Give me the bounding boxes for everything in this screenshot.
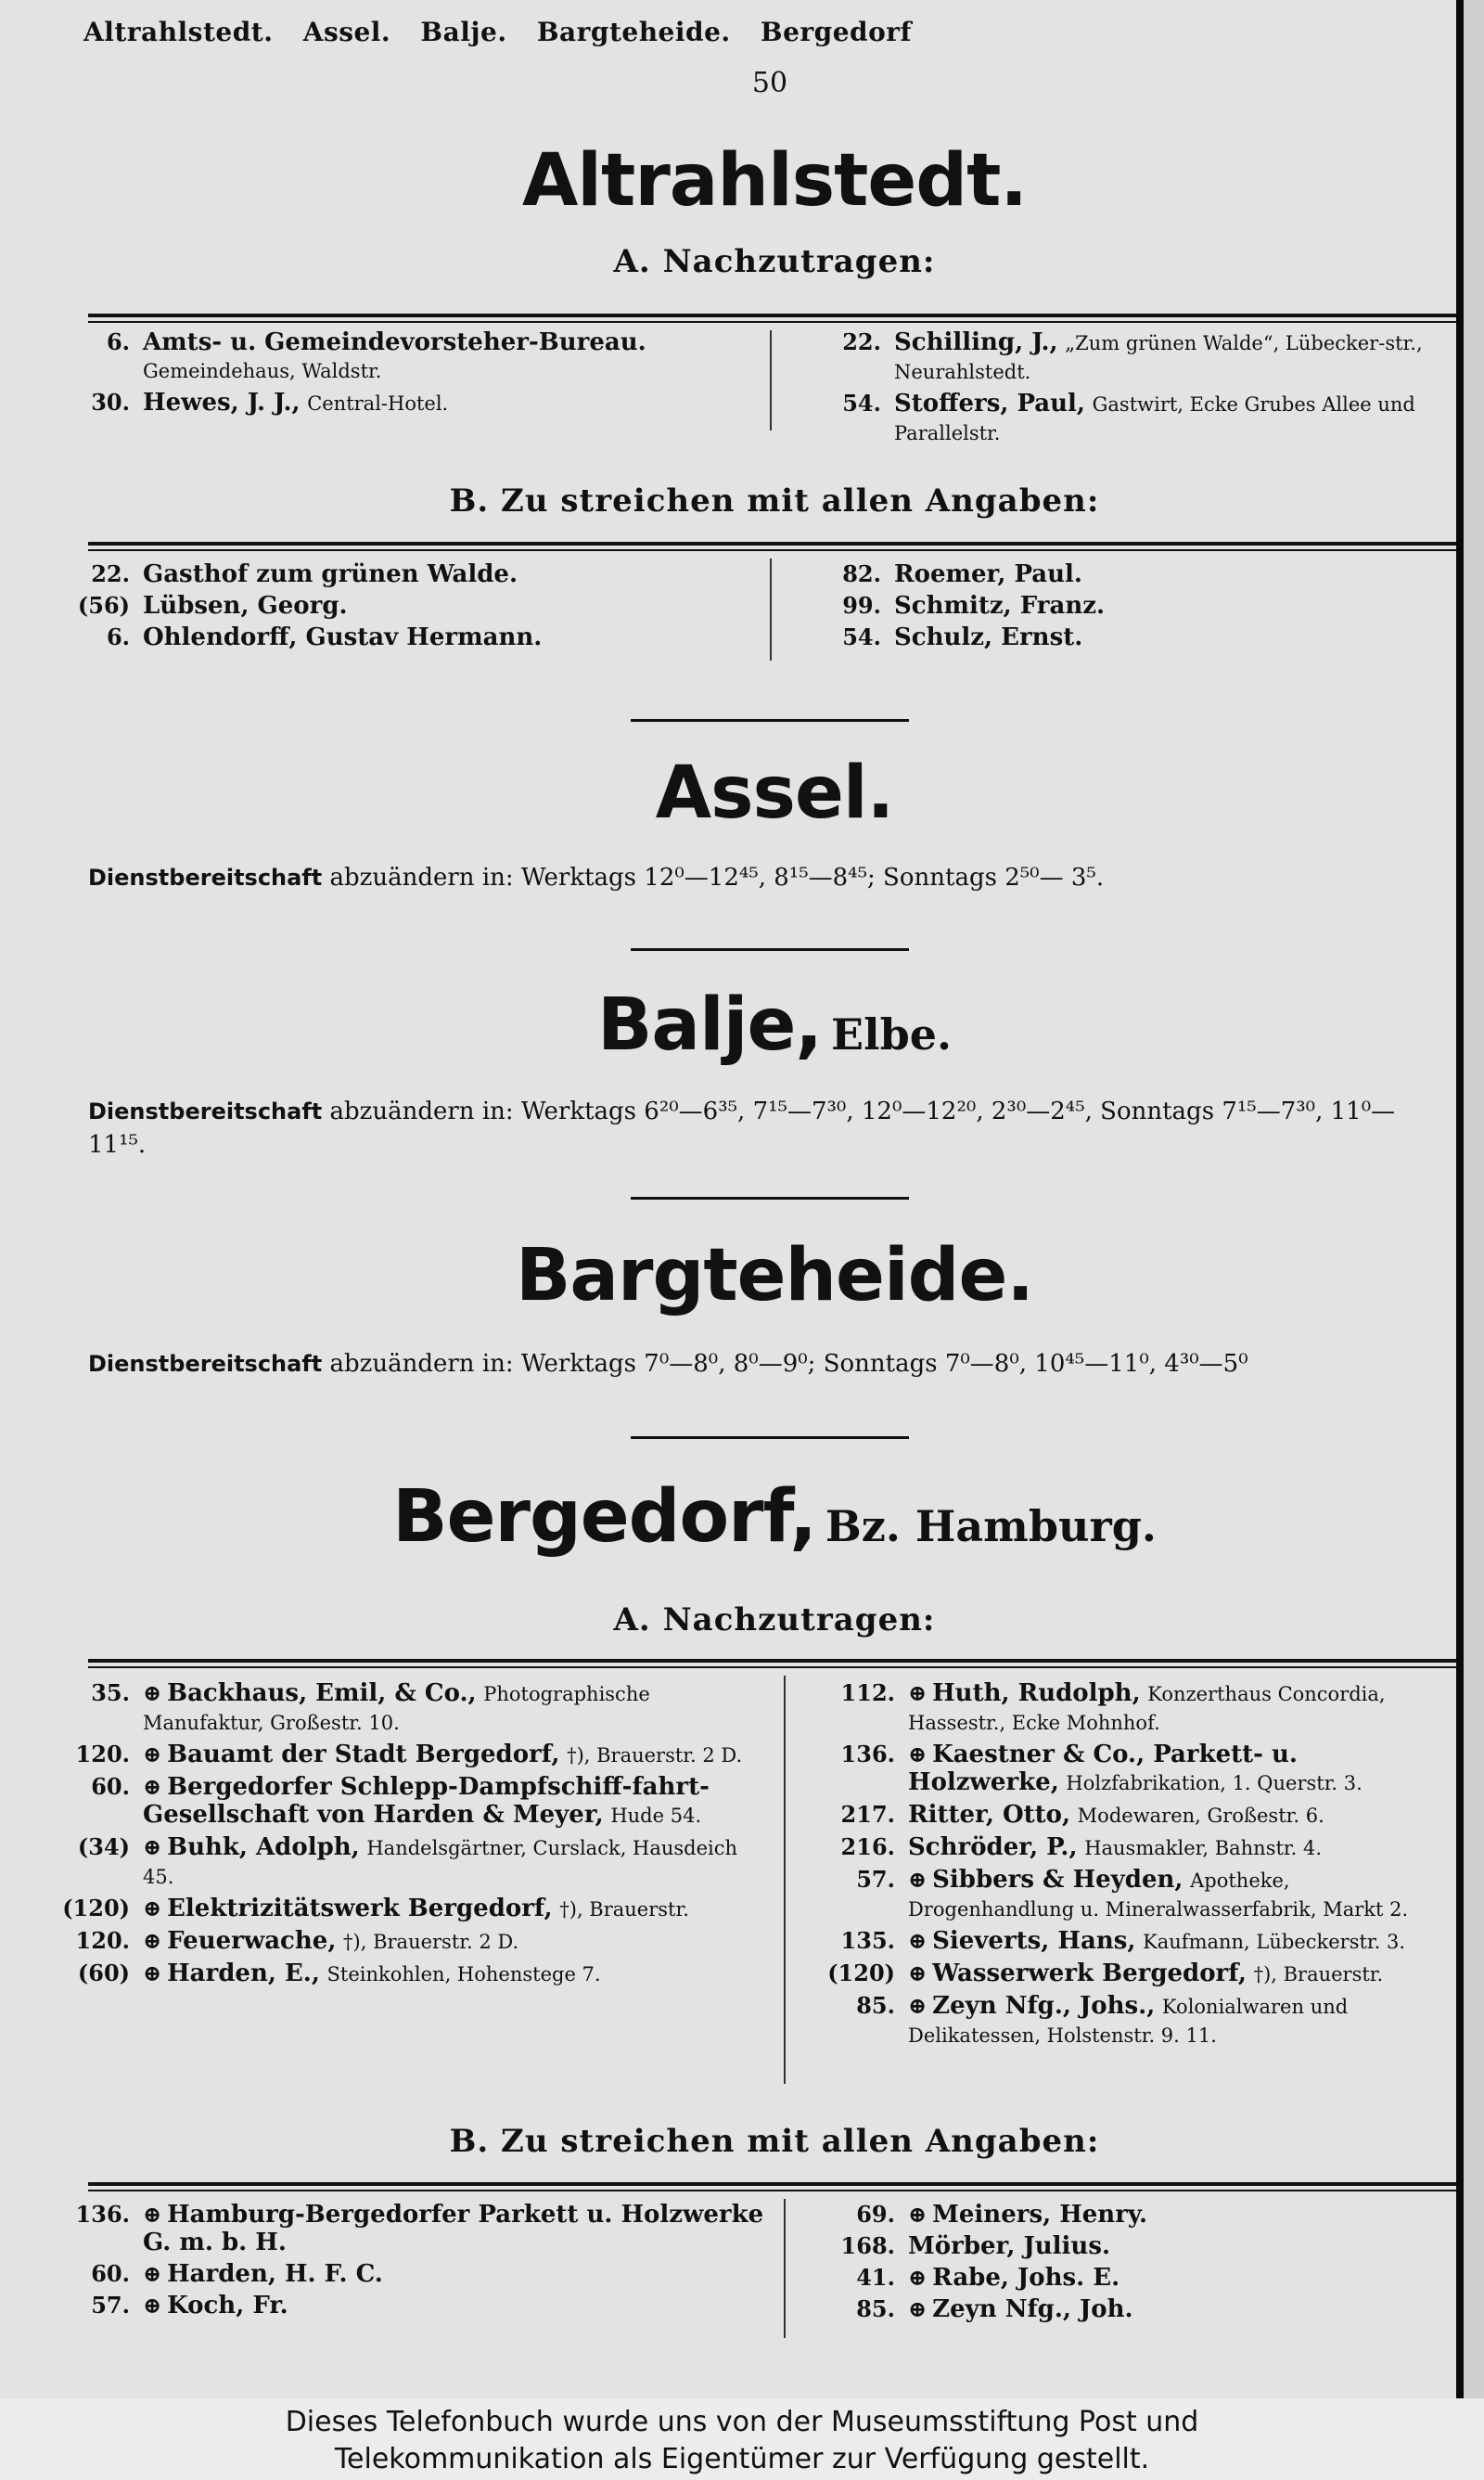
place-name: Bergedorf, — [392, 1475, 816, 1559]
entry-name: Elektrizitätswerk Bergedorf, — [167, 1895, 553, 1922]
divider — [88, 549, 1456, 551]
directory-entry — [28, 1960, 770, 1988]
page-edge-bar — [1456, 0, 1464, 2398]
entry-name: Roemer, Paul. — [894, 560, 1082, 588]
directory-entry — [779, 328, 1456, 386]
cross-mark-icon: ⊕ — [908, 1741, 928, 1767]
entry-number: 99. — [842, 592, 881, 619]
entry-detail: Handelsgärtner, Curslack, Hausdeich 45. — [143, 1837, 738, 1888]
entry-name: Schröder, P., — [908, 1833, 1078, 1861]
entry-name: Mörber, Julius. — [908, 2232, 1111, 2260]
entry-text — [908, 2201, 1456, 2229]
place-name: Assel. — [655, 752, 894, 835]
entry-text — [143, 1895, 770, 1923]
directory-entry — [28, 560, 761, 588]
cross-mark-icon: ⊕ — [143, 2292, 162, 2319]
section-title-altrahlstedt — [0, 139, 1456, 223]
service-hours-balje — [88, 1095, 1452, 1162]
directory-entry — [793, 1960, 1456, 1988]
entry-detail: Steinkohlen, Hohenstege 7. — [326, 1963, 601, 1985]
service-text: abzuändern in: Werktags 6²⁰—6³⁵, 7¹⁵—7³⁰, 12⁰—12²⁰, 2³⁰—2⁴⁵, Sonntags 7¹⁵—7³⁰, 11⁰—11¹⁵. — [88, 1098, 1396, 1159]
place-suffix: Elbe. — [831, 1009, 953, 1060]
directory-entry — [793, 1741, 1456, 1797]
directory-entry — [28, 328, 761, 385]
entry-detail: „Zum grünen Walde“, Lübecker-str., Neurahlstedt. — [894, 332, 1423, 383]
column-divider — [770, 559, 772, 661]
directory-entry — [28, 1927, 770, 1956]
entry-number: (120) — [62, 1895, 130, 1921]
directory-entry — [28, 389, 761, 418]
entry-text — [908, 1741, 1456, 1797]
section-title-balje — [0, 983, 1456, 1067]
entry-number: 217. — [840, 1801, 895, 1828]
entry-detail: Central-Hotel. — [307, 392, 449, 415]
entry-number: 54. — [842, 390, 881, 417]
entry-number: 57. — [856, 1866, 895, 1893]
section-separator — [631, 948, 909, 951]
cross-mark-icon: ⊕ — [143, 2260, 162, 2287]
entry-number: 85. — [856, 2295, 895, 2322]
entry-text — [143, 1773, 770, 1830]
entry-name: Sibbers & Heyden, — [932, 1866, 1183, 1894]
entry-name: Meiners, Henry. — [932, 2201, 1148, 2229]
cross-mark-icon: ⊕ — [908, 2295, 928, 2322]
entry-text — [143, 623, 761, 651]
directory-entry — [28, 2201, 770, 2256]
entry-text — [143, 1741, 770, 1769]
entry-number: (34) — [77, 1833, 130, 1860]
directory-entry — [779, 560, 1456, 588]
directory-entry — [793, 1992, 1456, 2050]
entry-name: Hewes, J. J., — [143, 389, 301, 417]
footer-line: Telekommunikation als Eigentümer zur Verfügung gestellt. — [334, 2443, 1150, 2475]
entry-text — [908, 2295, 1456, 2323]
entry-number: 6. — [106, 623, 130, 650]
entry-detail: Gemeindehaus, Waldstr. — [143, 360, 382, 382]
entries-left — [28, 328, 761, 421]
entry-detail: Apotheke, Drogenhandlung u. Mineralwasserfabrik, Markt 2. — [908, 1870, 1409, 1921]
entries-right — [793, 1679, 1456, 2053]
running-head-item: Balje. — [420, 17, 507, 47]
directory-entry — [28, 1833, 770, 1891]
directory-entry — [793, 2232, 1456, 2260]
section-separator — [631, 1197, 909, 1200]
cross-mark-icon: ⊕ — [908, 1866, 928, 1893]
entry-text — [908, 1801, 1456, 1830]
entry-text — [908, 1833, 1456, 1862]
entry-name: Gasthof zum grünen Walde. — [143, 560, 518, 588]
entry-text — [908, 2264, 1456, 2292]
entry-name: Harden, E., — [167, 1960, 320, 1987]
cross-mark-icon: ⊕ — [143, 1741, 162, 1767]
entry-name: Stoffers, Paul, — [894, 390, 1085, 418]
section-separator — [631, 719, 909, 722]
entry-number: (60) — [77, 1960, 130, 1986]
running-head-item: Bargteheide. — [536, 17, 731, 47]
divider — [88, 2190, 1456, 2191]
entry-text — [143, 1927, 770, 1956]
directory-entry — [793, 2264, 1456, 2292]
directory-entry — [28, 1773, 770, 1830]
entry-text — [894, 560, 1456, 588]
section-separator — [631, 1436, 909, 1439]
section-title-bergedorf — [0, 1475, 1456, 1559]
running-head-item: Bergedorf — [760, 17, 913, 47]
entry-detail: Holzfabrikation, 1. Querstr. 3. — [1066, 1772, 1362, 1794]
entry-number: 168. — [840, 2232, 895, 2259]
add-heading-altrahlstedt: A. Nachzutragen: — [613, 243, 936, 280]
entry-name: Huth, Rudolph, — [932, 1679, 1141, 1707]
entry-number: 120. — [75, 1741, 130, 1767]
entry-name: Kaestner & Co., Parkett- u. Holzwerke, — [908, 1741, 1298, 1796]
entry-text — [143, 389, 761, 418]
entry-text — [143, 2292, 770, 2319]
entry-detail: Hausmakler, Bahnstr. 4. — [1084, 1837, 1323, 1859]
footer-line: Dieses Telefonbuch wurde uns von der Museumsstiftung Post und — [285, 2406, 1199, 2438]
directory-entry — [28, 1679, 770, 1737]
cross-mark-icon: ⊕ — [143, 1833, 162, 1860]
entry-text — [908, 1992, 1456, 2050]
entry-name: Zeyn Nfg., Joh. — [932, 2295, 1133, 2323]
service-text: abzuändern in: Werktags 12⁰—12⁴⁵, 8¹⁵—8⁴⁵; Sonntags 2⁵⁰— 3⁵. — [329, 864, 1105, 892]
entry-name: Bauamt der Stadt Bergedorf, — [167, 1741, 560, 1768]
entry-name: Sieverts, Hans, — [932, 1927, 1136, 1955]
entry-name: Ohlendorff, Gustav Hermann. — [143, 623, 543, 651]
entry-number: 60. — [91, 1773, 130, 1800]
entry-number: 6. — [106, 328, 130, 355]
entries-right — [779, 328, 1456, 451]
cross-mark-icon: ⊕ — [908, 1992, 928, 2019]
cross-mark-icon: ⊕ — [908, 2264, 928, 2291]
entry-number: 85. — [856, 1992, 895, 2019]
entry-detail: Gastwirt, Ecke Grubes Allee und Parallelstr. — [894, 393, 1415, 444]
cross-mark-icon: ⊕ — [143, 1679, 162, 1706]
service-text: abzuändern in: Werktags 7⁰—8⁰, 8⁰—9⁰; Sonntags 7⁰—8⁰, 10⁴⁵—11⁰, 4³⁰—5⁰ — [329, 1350, 1248, 1378]
add-heading-bergedorf: A. Nachzutragen: — [613, 1601, 936, 1638]
entry-detail: Modewaren, Großestr. 6. — [1077, 1805, 1324, 1827]
entries-right — [793, 2201, 1456, 2327]
entry-number: 35. — [91, 1679, 130, 1706]
entry-text — [894, 328, 1456, 386]
entry-number: 120. — [75, 1927, 130, 1954]
delete-heading-altrahlstedt: B. Zu streichen mit allen Angaben: — [449, 482, 1100, 520]
entry-text — [908, 2232, 1456, 2260]
service-label: Dienstbereitschaft — [88, 1351, 323, 1377]
entry-name: Backhaus, Emil, & Co., — [167, 1679, 477, 1707]
entry-text — [908, 1679, 1456, 1737]
entry-number: 69. — [856, 2201, 895, 2228]
directory-entry — [793, 1833, 1456, 1862]
entry-name: Hamburg-Bergedorfer Parkett u. Holzwerke G. m. b. H. — [143, 2201, 764, 2256]
entry-text — [143, 1679, 770, 1737]
directory-entry — [793, 1801, 1456, 1830]
directory-entry — [28, 1895, 770, 1923]
section-title-assel — [0, 752, 1456, 835]
entry-number: 136. — [75, 2201, 130, 2228]
section-title-bargteheide — [0, 1234, 1456, 1317]
cross-mark-icon: ⊕ — [908, 1927, 928, 1954]
entry-number: 216. — [840, 1833, 895, 1860]
entry-number: 135. — [840, 1927, 895, 1954]
place-name: Altrahlstedt. — [521, 139, 1028, 223]
entry-text — [143, 1833, 770, 1891]
entry-number: 60. — [91, 2260, 130, 2287]
cross-mark-icon: ⊕ — [143, 1773, 162, 1800]
entry-detail: †), Brauerstr. — [559, 1898, 689, 1921]
entry-text — [143, 560, 761, 588]
entry-text — [143, 328, 761, 385]
entry-text — [143, 2201, 770, 2256]
directory-entry — [793, 1866, 1456, 1923]
entry-text — [143, 2260, 770, 2288]
cross-mark-icon: ⊕ — [143, 2201, 162, 2228]
entry-number: 22. — [842, 328, 881, 355]
entry-name: Buhk, Adolph, — [167, 1833, 360, 1861]
entry-text — [894, 592, 1456, 620]
directory-entry — [793, 1927, 1456, 1956]
entries-left — [28, 560, 761, 655]
entry-text — [143, 592, 761, 620]
entry-text — [908, 1866, 1456, 1923]
directory-entry — [793, 1679, 1456, 1737]
entry-number: 30. — [91, 389, 130, 416]
adjacent-page-strip — [1464, 0, 1484, 2398]
divider — [88, 1659, 1456, 1663]
entry-name: Feuerwache, — [167, 1927, 337, 1955]
entry-detail: Photographische Manufaktur, Großestr. 10. — [143, 1683, 650, 1734]
entry-text — [908, 1927, 1456, 1956]
entry-detail: Kolonialwaren und Delikatessen, Holstenstr. 9. 11. — [908, 1996, 1349, 2047]
entry-number: (56) — [77, 592, 130, 619]
entry-number: 57. — [91, 2292, 130, 2319]
entry-detail: Hude 54. — [610, 1805, 702, 1827]
entries-left — [28, 1679, 770, 1992]
entry-number: 22. — [91, 560, 130, 587]
entry-number: 82. — [842, 560, 881, 587]
entry-name: Bergedorfer Schlepp-Dampfschiff-fahrt-Gesellschaft von Harden & Meyer, — [143, 1773, 710, 1829]
cross-mark-icon: ⊕ — [908, 1679, 928, 1706]
entry-text — [894, 623, 1456, 651]
entry-name: Schmitz, Franz. — [894, 592, 1106, 620]
entry-number: 112. — [840, 1679, 895, 1706]
place-suffix: Bz. Hamburg. — [825, 1501, 1157, 1551]
directory-entry — [28, 592, 761, 620]
service-hours-assel — [88, 861, 1452, 894]
directory-entry — [28, 2260, 770, 2288]
entry-text — [143, 1960, 770, 1988]
entry-detail: Kaufmann, Lübeckerstr. 3. — [1143, 1931, 1406, 1953]
entries-right — [779, 560, 1456, 655]
directory-entry — [779, 623, 1456, 651]
entry-text — [908, 1960, 1456, 1988]
entry-name: Zeyn Nfg., Johs., — [932, 1992, 1156, 2020]
entry-name: Ritter, Otto, — [908, 1801, 1071, 1829]
entry-number: 136. — [840, 1741, 895, 1767]
directory-entry — [779, 592, 1456, 620]
divider — [88, 321, 1456, 323]
entry-name: Harden, H. F. C. — [167, 2260, 383, 2288]
place-name: Balje, — [596, 983, 823, 1067]
entry-number: 41. — [856, 2264, 895, 2291]
running-head — [83, 17, 932, 47]
divider — [88, 1666, 1456, 1668]
entry-name: Wasserwerk Bergedorf, — [932, 1960, 1247, 1987]
entry-detail: Konzerthaus Concordia, Hassestr., Ecke Mohnhof. — [908, 1683, 1386, 1734]
column-divider — [784, 2199, 786, 2338]
delete-heading-bergedorf: B. Zu streichen mit allen Angaben: — [449, 2123, 1100, 2160]
cross-mark-icon: ⊕ — [143, 1927, 162, 1954]
column-divider — [784, 1676, 786, 2084]
directory-entry — [779, 390, 1456, 447]
divider — [88, 314, 1456, 317]
entry-number: (120) — [827, 1960, 895, 1986]
entry-detail: †), Brauerstr. — [1253, 1963, 1384, 1985]
footer-note — [0, 2398, 1484, 2480]
cross-mark-icon: ⊕ — [908, 1960, 928, 1986]
divider — [88, 2182, 1456, 2186]
running-head-item: Assel. — [302, 17, 391, 47]
directory-entry — [28, 2292, 770, 2319]
cross-mark-icon: ⊕ — [143, 1895, 162, 1921]
entry-detail: †), Brauerstr. 2 D. — [567, 1744, 743, 1767]
column-divider — [770, 330, 772, 430]
page-number: 50 — [751, 67, 788, 99]
service-label: Dienstbereitschaft — [88, 865, 323, 891]
directory-entry — [793, 2201, 1456, 2229]
entry-text — [894, 390, 1456, 447]
entry-number: 54. — [842, 623, 881, 650]
entry-name: Schilling, J., — [894, 328, 1058, 356]
entries-left — [28, 2201, 770, 2323]
entry-name: Lübsen, Georg. — [143, 592, 348, 620]
directory-entry — [793, 2295, 1456, 2323]
entry-name: Rabe, Johs. E. — [932, 2264, 1120, 2292]
place-name: Bargteheide. — [515, 1234, 1034, 1317]
directory-entry — [28, 1741, 770, 1769]
service-hours-bargteheide — [88, 1347, 1452, 1381]
entry-name: Schulz, Ernst. — [894, 623, 1083, 651]
entry-detail: †), Brauerstr. 2 D. — [343, 1931, 519, 1953]
service-label: Dienstbereitschaft — [88, 1099, 323, 1124]
directory-entry — [28, 623, 761, 651]
divider — [88, 542, 1456, 546]
entry-name: Koch, Fr. — [167, 2292, 288, 2319]
cross-mark-icon: ⊕ — [908, 2201, 928, 2228]
running-head-item: Altrahlstedt. — [83, 17, 274, 47]
cross-mark-icon: ⊕ — [143, 1960, 162, 1986]
entry-name: Amts- u. Gemeindevorsteher-Bureau. — [143, 328, 646, 356]
